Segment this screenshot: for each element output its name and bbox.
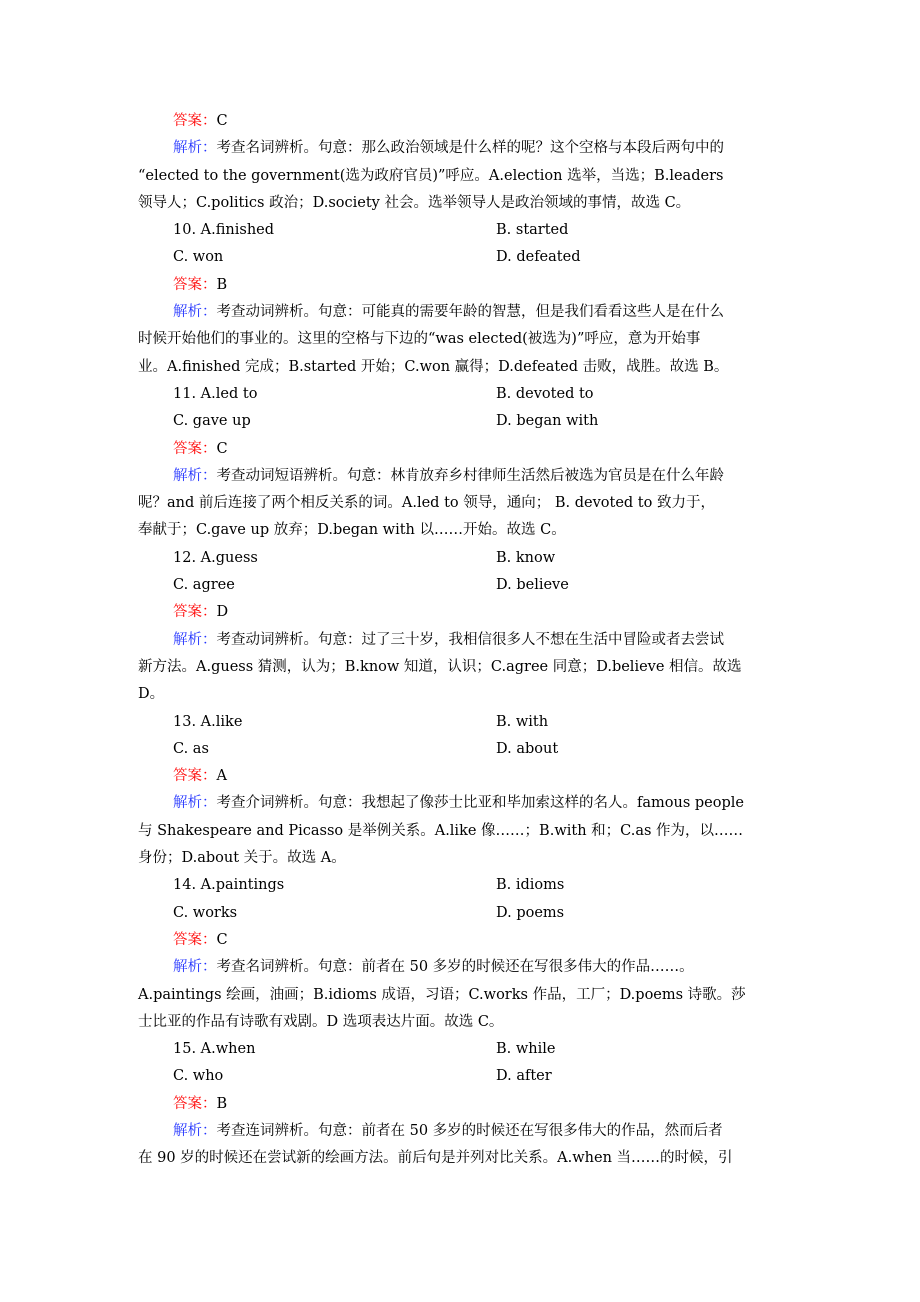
option-b: B. idioms xyxy=(496,877,565,894)
answer-value: C xyxy=(216,113,228,129)
explanation-label: 解析： xyxy=(173,959,217,976)
answer-value: B xyxy=(216,276,228,293)
explanation-line: A.paintings 绘画，油画；B.idioms 成语，习语；C.works 作品，工厂；D.poems 诗歌。莎 xyxy=(138,986,746,1003)
answer-label: 答案： xyxy=(173,768,217,785)
option-b: B. with xyxy=(496,713,549,730)
answer-line xyxy=(138,763,798,790)
option-b: B. devoted to xyxy=(496,385,594,402)
option-d: D. began with xyxy=(496,413,599,430)
answer-label: 答案： xyxy=(173,1095,217,1112)
explanation-label: 解析： xyxy=(173,1122,217,1139)
question-11 xyxy=(138,381,798,545)
answer-line xyxy=(138,272,798,299)
options-row xyxy=(138,572,798,599)
explanation-line: 解析：考查名词辨析。句意：那么政治领域是什么样的呢？这个空格与本段后两句中的 xyxy=(173,140,724,157)
question-number: 11. xyxy=(173,385,197,402)
explanation-line: D。 xyxy=(138,686,165,703)
option-b: B. know xyxy=(496,549,556,566)
options-row xyxy=(138,1036,798,1063)
option-d: D. defeated xyxy=(496,249,581,266)
option-c: C. gave up xyxy=(173,413,251,430)
option-b: B. started xyxy=(496,222,569,239)
explanation-line: 解析：考查动词辨析。句意：过了三十岁，我相信很多人不想在生活中冒险或者去尝试 xyxy=(173,631,724,648)
answer-line xyxy=(138,599,798,626)
answer-label: 答案： xyxy=(173,931,217,948)
explanation-line: 解析：考查连词辨析。句意：前者在 50 多岁的时候还在写很多伟大的作品，然而后者 xyxy=(173,1122,723,1139)
option-d: D. after xyxy=(496,1068,552,1085)
answer-value: A xyxy=(216,768,227,785)
explanation-line: 解析：考查名词辨析。句意：前者在 50 多岁的时候还在写很多伟大的作品……。 xyxy=(173,959,694,976)
explanation-label: 解析： xyxy=(173,467,217,484)
explanation-label: 解析： xyxy=(173,140,217,157)
question-number: 15. xyxy=(173,1041,197,1058)
option-c: C. agree xyxy=(173,577,235,594)
explanation-label: 解析： xyxy=(173,795,217,812)
option-c: C. who xyxy=(173,1068,224,1085)
options-row xyxy=(138,709,798,736)
options-row xyxy=(138,244,798,271)
answer-value: C xyxy=(216,931,228,948)
option-a: A.guess xyxy=(200,549,258,566)
answer-label: 答案： xyxy=(173,276,217,293)
question-number: 13. xyxy=(173,713,197,730)
answer-value: B xyxy=(216,1095,228,1112)
explanation-line: 在 90 岁的时候还在尝试新的绘画方法。前后句是并列对比关系。A.when 当……的时候，引 xyxy=(138,1150,733,1167)
options-row xyxy=(138,545,798,572)
explanation-line: 时候开始他们的事业的。这里的空格与下边的“was elected(被选为)”呼应，意为开始事 xyxy=(138,331,701,348)
question-12 xyxy=(138,545,798,709)
answer-line xyxy=(138,1091,798,1118)
explanation-line: 解析：考查动词短语辨析。句意：林肯放弃乡村律师生活然后被选为官员是在什么年龄 xyxy=(173,467,724,484)
explanation-line: 业。A.finished 完成；B.started 开始；C.won 赢得；D.defeated 击败，战胜。故选 B。 xyxy=(138,358,729,375)
answer-label: 答案： xyxy=(173,604,217,621)
question-14 xyxy=(138,872,798,1036)
explanation-line: 奉献于；C.gave up 放弃；D.began with 以……开始。故选 C。 xyxy=(138,522,566,539)
option-c: C. works xyxy=(173,904,238,921)
options-row xyxy=(138,408,798,435)
explanation-line: 解析：考查介词辨析。句意：我想起了像莎士比亚和毕加索这样的名人。famous people xyxy=(173,795,744,812)
explanation-line: 身份；D.about 关于。故选 A。 xyxy=(138,850,346,867)
option-c: C. won xyxy=(173,249,224,266)
options-row xyxy=(138,1063,798,1090)
explanation-line: 与 Shakespeare and Picasso 是举例关系。A.like 像……；B.with 和；C.as 作为，以…… xyxy=(138,822,744,839)
options-row xyxy=(138,736,798,763)
answer-block-9 xyxy=(138,108,798,217)
option-a: A.like xyxy=(200,713,243,730)
options-row xyxy=(138,381,798,408)
option-a: A.led to xyxy=(200,385,258,402)
option-c: C. as xyxy=(173,740,209,757)
option-d: D. about xyxy=(496,740,559,757)
explanation-line: “elected to the government(选为政府官员)”呼应。A.election 选举，当选；B.leaders xyxy=(138,167,724,184)
options-row xyxy=(138,217,798,244)
option-a: A.paintings xyxy=(200,877,285,894)
explanation-line: 新方法。A.guess 猜测，认为；B.know 知道，认识；C.agree 同意；D.believe 相信。故选 xyxy=(138,658,742,675)
explanation-line: 领导人；C.politics 政治；D.society 社会。选举领导人是政治领域的事情，故选 C。 xyxy=(138,194,691,211)
question-15 xyxy=(138,1036,798,1172)
question-10 xyxy=(138,217,798,381)
question-number: 10. xyxy=(173,222,197,239)
question-number: 14. xyxy=(173,877,197,894)
document-page xyxy=(138,108,798,1173)
question-number: 12. xyxy=(173,549,197,566)
option-d: D. poems xyxy=(496,904,565,921)
question-13 xyxy=(138,709,798,873)
options-row xyxy=(138,872,798,899)
option-b: B. while xyxy=(496,1041,556,1058)
explanation-label: 解析： xyxy=(173,631,217,648)
answer-value: C xyxy=(216,440,228,457)
explanation-line: 解析：考查动词辨析。句意：可能真的需要年龄的智慧，但是我们看看这些人是在什么 xyxy=(173,304,724,321)
answer-line xyxy=(138,436,798,463)
answer-value: D xyxy=(216,604,229,621)
explanation-line: 呢？and 前后连接了两个相反关系的词。A.led to 领导，通向； B. devoted to 致力于， xyxy=(138,495,715,512)
option-a: A.finished xyxy=(200,222,275,239)
answer-label: 答案： xyxy=(173,113,217,129)
explanation-line: 士比亚的作品有诗歌有戏剧。D 选项表达片面。故选 C。 xyxy=(138,1013,504,1030)
options-row xyxy=(138,900,798,927)
option-d: D. believe xyxy=(496,577,569,594)
answer-label: 答案： xyxy=(173,440,217,457)
answer-line xyxy=(138,108,798,135)
explanation-label: 解析： xyxy=(173,304,217,321)
answer-line xyxy=(138,927,798,954)
option-a: A.when xyxy=(200,1041,256,1058)
